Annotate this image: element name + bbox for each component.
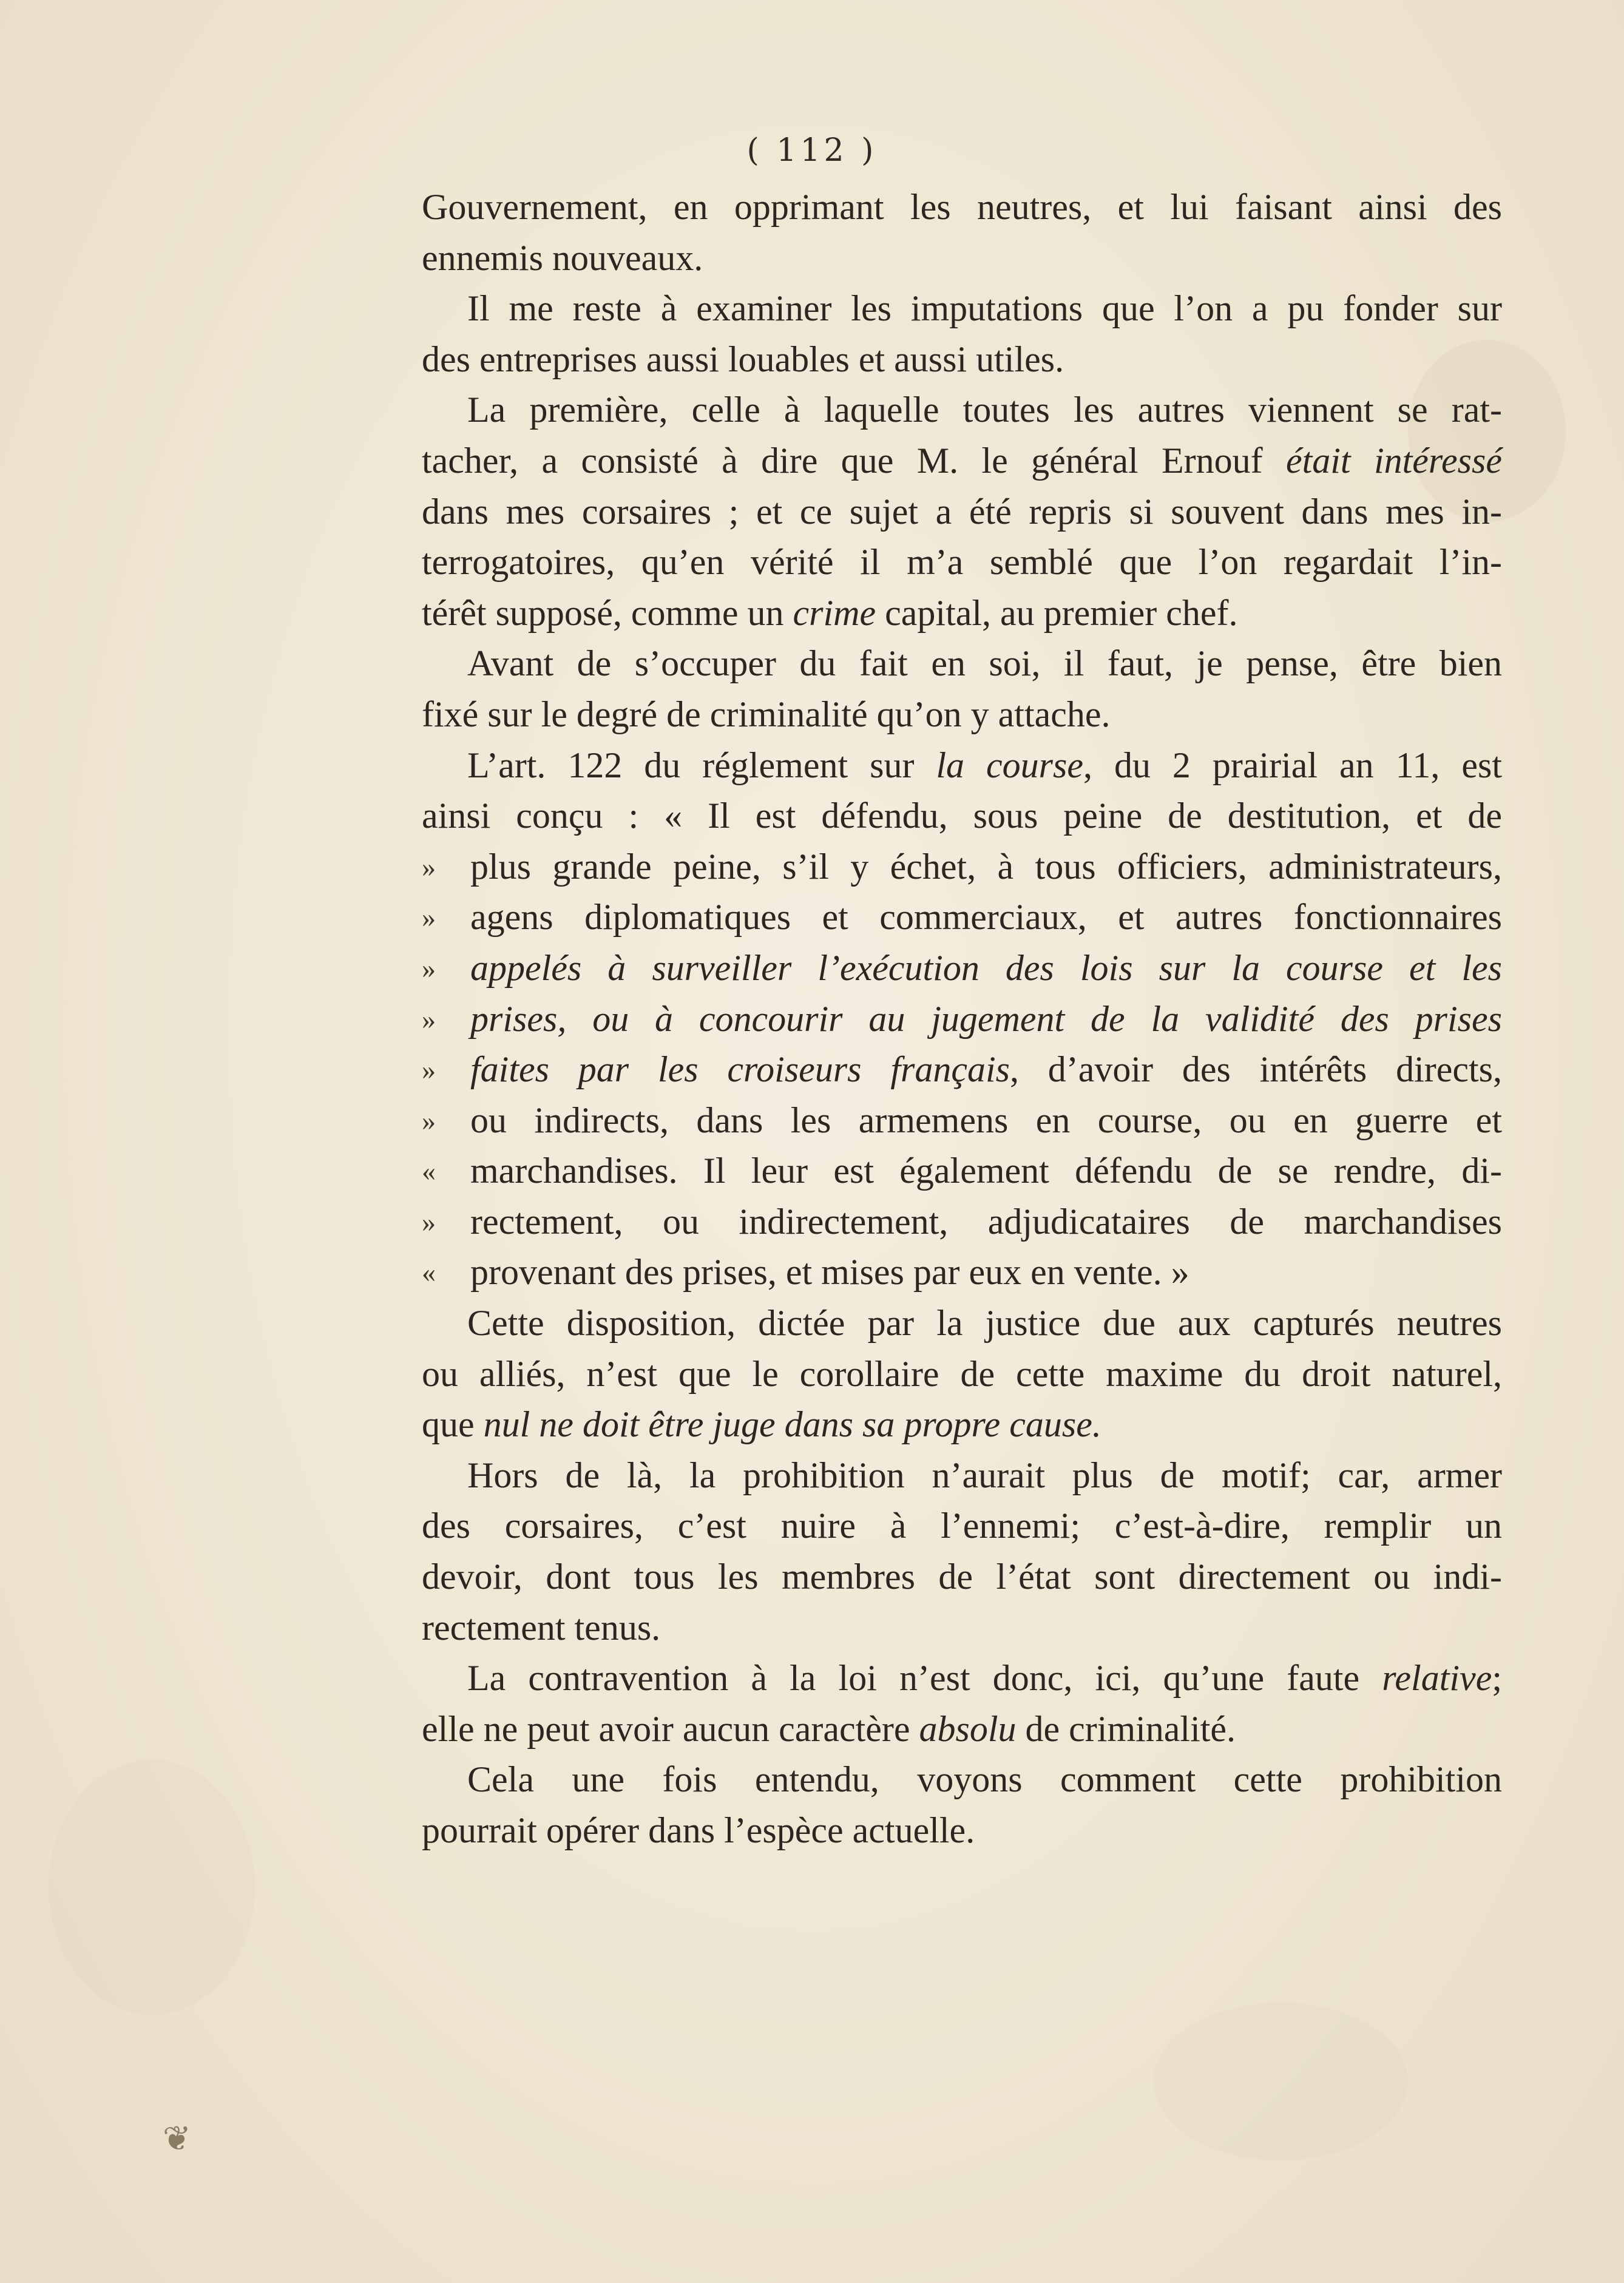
quoted-line: » agens diplomatiques et commerciaux, et autres fonctionnaires <box>422 897 1502 938</box>
text-line: Gouvernement, en opprimant les neutres, et lui faisant ainsi des <box>422 187 1502 227</box>
text-line: des entreprises aussi louables et aussi utiles. <box>422 339 1064 379</box>
quoted-line: » prises, ou à concourir au jugement de la validité des prises <box>422 998 1502 1039</box>
quoted-line: » faites par les croiseurs français, d’avoir des intérêts directs, <box>422 1049 1503 1090</box>
text-line: pourrait opérer dans l’espèce actuelle. <box>422 1810 975 1850</box>
text-line: terrogatoires, qu’en vérité il m’a semblé que l’on regardait l’in- <box>422 542 1502 583</box>
paragraph-line: Cela une fois entendu, voyons comment cette prohibition <box>467 1759 1502 1800</box>
quoted-line: » plus grande peine, s’il y échet, à tous officiers, administrateurs, <box>422 846 1502 887</box>
paragraph-line: Il me reste à examiner les imputations que l’on a pu fonder sur <box>467 288 1502 329</box>
text-line: elle ne peut avoir aucun caractère absolu de criminalité. <box>422 1708 1236 1749</box>
text-line: fixé sur le degré de criminalité qu’on y attache. <box>422 694 1111 734</box>
text-line: ou alliés, n’est que le corollaire de cette maxime du droit naturel, <box>422 1353 1502 1394</box>
text-line: ainsi conçu : « Il est défendu, sous peine de destitution, et de <box>422 796 1502 836</box>
text-line: rectement tenus. <box>422 1607 661 1648</box>
text-line: térêt supposé, comme un crime capital, au premier chef. <box>422 592 1238 633</box>
paragraph-line: Cette disposition, dictée par la justice due aux capturés neutres <box>467 1303 1502 1344</box>
paragraph-line: Hors de là, la prohibition n’aurait plus de motif; car, armer <box>467 1455 1502 1495</box>
paragraph-line: L’art. 122 du réglement sur la course, du 2 prairial an 11, est <box>467 745 1502 785</box>
paragraph-line: La première, celle à laquelle toutes les autres viennent se rat- <box>467 390 1502 430</box>
text-line: des corsaires, c’est nuire à l’ennemi; c’est-à-dire, remplir un <box>422 1506 1502 1546</box>
paragraph-line: Avant de s’occuper du fait en soi, il faut, je pense, être bien <box>467 643 1502 684</box>
quoted-line: » appelés à surveiller l’exécution des lois sur la course et les <box>422 947 1502 988</box>
quoted-line: « marchandises. Il leur est également défendu de se rendre, di- <box>422 1151 1502 1191</box>
quoted-line: « provenant des prises, et mises par eux en vente. » <box>422 1252 1189 1293</box>
body-text <box>422 182 1502 1856</box>
margin-mark-icon: ❦ <box>163 2119 191 2159</box>
paper-stain <box>49 1760 255 2015</box>
text-line: que nul ne doit être juge dans sa propre cause. <box>422 1404 1101 1445</box>
text-line: tacher, a consisté à dire que M. le général Ernouf était intéressé <box>422 440 1503 481</box>
text-line: devoir, dont tous les membres de l’état sont directement ou indi- <box>422 1557 1502 1597</box>
page-number: ( 112 ) <box>746 132 878 169</box>
quoted-line: » rectement, ou indirectement, adjudicataires de marchandises <box>422 1201 1502 1242</box>
paper-stain <box>1153 2003 1408 2160</box>
paragraph-line: La contravention à la loi n’est donc, ici, qu’une faute relative; <box>467 1658 1502 1699</box>
text-line: ennemis nouveaux. <box>422 237 703 278</box>
text-line: dans mes corsaires ; et ce sujet a été repris si souvent dans mes in- <box>422 491 1502 532</box>
quoted-line: » ou indirects, dans les armemens en course, ou en guerre et <box>422 1100 1502 1140</box>
